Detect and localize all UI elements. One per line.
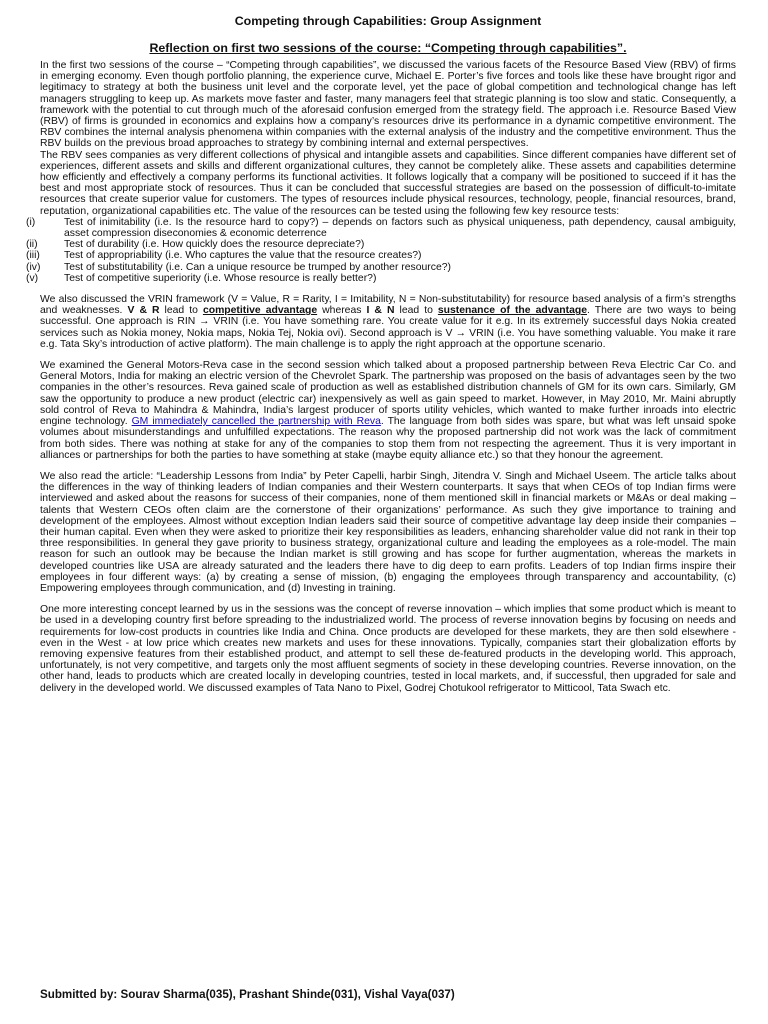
vr-bold: V & R <box>127 305 160 317</box>
list-number: (iii) <box>26 250 40 262</box>
list-item <box>26 272 736 284</box>
list-text: Test of inimitability (i.e. Is the resource hard to copy?) – depends on factors such as physical uniqueness, path dependency, causal ambiguity, asset compression diseconomies & economic deterrence <box>64 216 736 240</box>
document-title: Competing through Capabilities: Group Assignment <box>234 14 542 28</box>
list-number: (ii) <box>26 239 38 251</box>
paragraph-gm-reva: We examined the General Motors-Reva case in the second session which talked about a proposed partnership between Reva Electric Car Co. and General Motors, India for making an electric version of the Chevrolet Spark. The partnership was proposed on the basis of advantages seen by the two companies in the other’s resources. Reva gained scale of production as well as established distribution channels of GM for its own cars. Similarly, GM saw the opportunity to produce a new product (electric car) inexpensively as well as gain speed to market. However, in May 2010, Mr. Maini abruptly sold control of Reva to Mahindra & Mahindra, India’s largest producer of sports utility vehicles, which wanted to make further inroads into electric engine technology. GM immediately cancelled the partnership with Reva. The language from both sides was spare, but what was left unsaid spoke volumes about misunderstandings and unfulfilled expectations. The reason why the proposed partnership did not work was the lack of commitment from both sides. There was nothing at stake for any of the companies to stop them from not respecting the agreement. Thus it is very important in alliances or partnerships for both the parties to have something at stake (maybe equity alliance etc.) so that they honour the agreement. <box>40 360 737 461</box>
gm-reva-link[interactable]: GM immediately cancelled the partnership with Reva <box>131 416 381 428</box>
paragraph-reverse-innovation: One more interesting concept learned by us in the sessions was the concept of reverse innovation – which implies that some product which is meant to be used in a developing country first before spreading to the industrialized world. The process of reverse innovation begins by focusing on needs and requirements for low-cost products in countries like India and China. Once products are developed for these markets, they are then sold elsewhere - even in the West - at low price which creates new markets and uses for these innovations. Typically, companies start their globalization efforts by removing expensive features from their established product, and attempt to sell these de-featured products in the developing world. This approach, unfortunately, is not very competitive, and targets only the most affluent segments of society in these developing countries. Reverse innovation, on the other hand, leads to products which are created locally in developing countries, tested in local markets, and, if successful, then upgraded for sale and delivery in the developed world. We discussed examples of Tata Nano to Pixel, Godrej Chotukool refrigerator to Mitticool, Tata Swach etc. <box>40 604 736 694</box>
list-text: Test of substitutability (i.e. Can a unique resource be trumped by another resource?) <box>64 261 451 273</box>
list-item <box>26 250 736 262</box>
list-text: Test of competitive superiority (i.e. Whose resource is really better?) <box>64 272 377 284</box>
list-text: Test of appropriability (i.e. Who captures the value that the resource creates?) <box>64 250 422 262</box>
paragraph-leadership: We also read the article: “Leadership Lessons from India” by Peter Capelli, harbir Singh, Jitendra V. Singh and Michael Useem. The article talks about the differences in the way of thinking leaders of Indian companies and their Western counterparts. It says that when CEOs of top Indian firms were interviewed and asked about the reasons for success of their companies, none of them mentioned skill in financial markets or M&As or deal making – talents that Western CEOs often claim are the cornerstone of their organizations’ performance. As such they give importance to training and development of the employees. Almost without exception Indian leaders said their source of competitive advantage lay deep inside their companies – their human capital. Even when they were asked to prioritize their key responsibilities as leaders, enhancing shareholder value did not rank in their top three responsibilities. In general they gave priority to business strategy, organizational culture and leading the employees as a role-model. The main reason for such an outlook may be because the Indian market is still growing and has scope for further augmentation, whereas the markets in developed countries like USA are already saturated and the leaders there have to dig deep to earn profits. Leaders of top Indian firms inspire their employees in four different ways: (a) by creating a sense of mission, (b) engaging the employees through transparency and accountability, (c) Empowering employees through communication, and (d) Investing in training. <box>40 470 736 594</box>
competitive-advantage-emphasis: competitive advantage <box>202 305 318 317</box>
list-text: Test of durability (i.e. How quickly does the resource depreciate?) <box>64 239 365 251</box>
list-number: (i) <box>26 216 36 228</box>
document-subtitle: Reflection on first two sessions of the course: “Competing through capabilities”. <box>149 41 627 55</box>
sustenance-emphasis: sustenance of the advantage <box>437 305 587 317</box>
list-item <box>26 239 736 251</box>
list-number: (v) <box>26 272 39 284</box>
paragraph-vrin: We also discussed the VRIN framework (V = Value, R = Rarity, I = Imitability, N = Non-substitutability) for resource based analysis of a firm’s strengths and weaknesses. V & R lead to competitive advantage whereas I & N lead to sustenance of the advantage. There are two ways to being successful. One approach is RIN → VRIN (i.e. You have something rare. You create value for it e.g. In its extremely successful days Nokia created services such as Nokia money, Nokia maps, Nokia Tej, Nokia ovi). Second approach is V → VRIN (i.e. You have something valuable. You make it rare e.g. Tata Sky’s introduction of active platform). The main challenge is to apply the right approach at the opportune scenario. <box>40 294 736 350</box>
submitted-by: Submitted by: Sourav Sharma(035), Prashant Shinde(031), Vishal Vaya(037) <box>40 988 455 1001</box>
resource-tests-list <box>26 216 736 284</box>
list-number: (iv) <box>26 261 41 273</box>
paragraph-rbv-resources: The RBV sees companies as very different collections of physical and intangible assets and capabilities. Since different companies have different set of experiences, different assets and skills and different organizational cultures, they cannot be completely alike. These assets and capabilities determine how efficiently and effectively a company performs its functional activities. It follows logically that a company will be positioned to succeed if it has the best and most appropriate stock of resources. Thus it can be concluded that successful strategies are based on the possession of difficult-to-imitate resources that create superior value for customers. The types of resources include physical resources, technology, people, financial resources, brand, reputation, organizational capabilities etc. The value of the resources can be tested using the following few key resource tests: <box>40 149 736 217</box>
list-item <box>26 216 736 240</box>
in-bold: I & N <box>366 305 395 317</box>
list-item <box>26 261 736 273</box>
paragraph-rbv-intro: In the first two sessions of the course – “Competing through capabilities”, we discussed the various facets of the Resource Based View (RBV) of firms in emerging economy. Even though portfolio planning, the experience curve, Michael E. Porter’s five forces and tools like these have brought rigor and legitimacy to strategy at both the business unit level and the corporate level, yet the pace of global competition and technological change has left managers struggling to keep up. As markets move faster and faster, many managers feel that strategic planning is too slow and static. Consequently, a framework with the potential to cut through much of the aforesaid confusion emerged from the strategy field. The approach i.e. Resource Based View (RBV) of firms is grounded in economics and explains how a company’s resources drive its performance in a dynamic competitive environment. The RBV combines the internal analysis phenomena within companies with the external analysis of the industry and the competitive environment. Thus the RBV builds on the previous broad approaches to strategy by combining internal and external perspectives. <box>40 60 736 150</box>
